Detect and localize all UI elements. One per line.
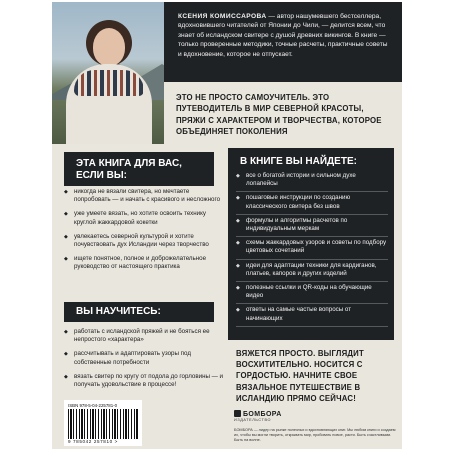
inside-list — [236, 170, 388, 327]
for-you-list — [64, 188, 224, 278]
inside-heading: В КНИГЕ ВЫ НАЙДЕТЕ: — [228, 148, 394, 172]
publisher-sub: ИЗДАТЕЛЬСТВО — [234, 418, 272, 422]
publisher-logo — [234, 410, 314, 422]
list-item: ◆ схемы жаккардовых узоров и советы по подбору цветовых сочетаний — [236, 237, 388, 259]
list-item: ◆ ищете понятное, полное и доброжелательное руководство от настоящего практика — [64, 255, 224, 271]
list-item: ◆ все о богатой истории и сильном духе лопапейсы — [236, 170, 388, 192]
list-item: ◆ идеи для адаптации техники для кардиганов, платьев, капоров и других изделий — [236, 260, 388, 282]
tagline: ВЯЖЕТСЯ ПРОСТО. ВЫГЛЯДИТ ВОСХИТИТЕЛЬНО. НОСИТСЯ С ГОРДОСТЬЮ. НАЧНИТЕ СВОЕ ВЯЗАЛЬНОЕ ПУТЕШЕСТВИЕ В ИСЛАНДИЮ ПРЯМО СЕЙЧАС! — [236, 349, 364, 403]
barcode-digits: 9 785042 257810 > — [68, 439, 118, 444]
list-item: ◆ полезные ссылки и QR-коды на обучающие видео — [236, 282, 388, 304]
author-bio-text: — автор нашумевшего бестселлера, вдохновившего читателей от Японии до Чили, — делится всем, что знает об исландском свитере с душой древних викингов. В книге — только проверенные методики, точные расчеты, практичные советы и вдохновение, которое не отпускает. — [178, 13, 388, 58]
for-you-heading: ЭТА КНИГА ДЛЯ ВАС, ЕСЛИ ВЫ: — [64, 152, 214, 186]
author-name: КСЕНИЯ КОМИССАРОВА — [178, 13, 267, 20]
intro-text: ЭТО НЕ ПРОСТО САМОУЧИТЕЛЬ. ЭТО ПУТЕВОДИТЕЛЬ В МИР СЕВЕРНОЙ КРАСОТЫ, ПРЯЖИ С ХАРАКТЕРОМ И ТВОРЧЕСТВА, КОТОРОЕ ОБЪЕДИНЯЕТ ПОКОЛЕНИЯ — [176, 93, 382, 137]
publisher-note: БОМБОРА — лидер на рынке полезных и вдохновляющих книг. Мы любим книги и создаем их, чтобы вы могли творить, открывать мир, пробовать новое, расти. Быть счастливыми. Быть на волне. — [234, 428, 396, 442]
list-item: ◆ ответы на самые частые вопросы от начинающих — [236, 304, 388, 326]
barcode — [64, 400, 142, 446]
list-item: ◆ рассчитывать и адаптировать узоры под собственные потребности — [64, 350, 224, 366]
learn-heading: ВЫ НАУЧИТЕСЬ: — [64, 302, 214, 322]
list-item: ◆ увлекаетесь северной культурой и хотите почувствовать дух Исландии через творчество — [64, 233, 224, 249]
list-item: ◆ уже умеете вязать, но хотите освоить технику круглой жаккардовой кокетки — [64, 210, 224, 226]
list-item: ◆ никогда не вязали свитера, но мечтаете попробовать — и начать с красивого и несложного — [64, 188, 224, 204]
learn-list — [64, 328, 224, 395]
list-item: ◆ вязать свитер по кругу от подола до горловины — и получать удовольствие в процессе! — [64, 373, 224, 389]
barcode-bars — [68, 409, 138, 439]
isbn-text: ISBN 978-5-04-225781-0 — [68, 403, 118, 408]
publisher-name: БОМБОРА — [243, 411, 282, 418]
list-item: ◆ пошаговые инструкции по созданию классического свитера без швов — [236, 192, 388, 214]
content-layer — [52, 2, 402, 449]
list-item: ◆ формулы и алгоритмы расчетов по индивидуальным меркам — [236, 215, 388, 237]
publisher-logo-icon — [234, 410, 241, 417]
list-item: ◆ работать с исландской пряжей и не бояться ее непростого «характера» — [64, 328, 224, 344]
